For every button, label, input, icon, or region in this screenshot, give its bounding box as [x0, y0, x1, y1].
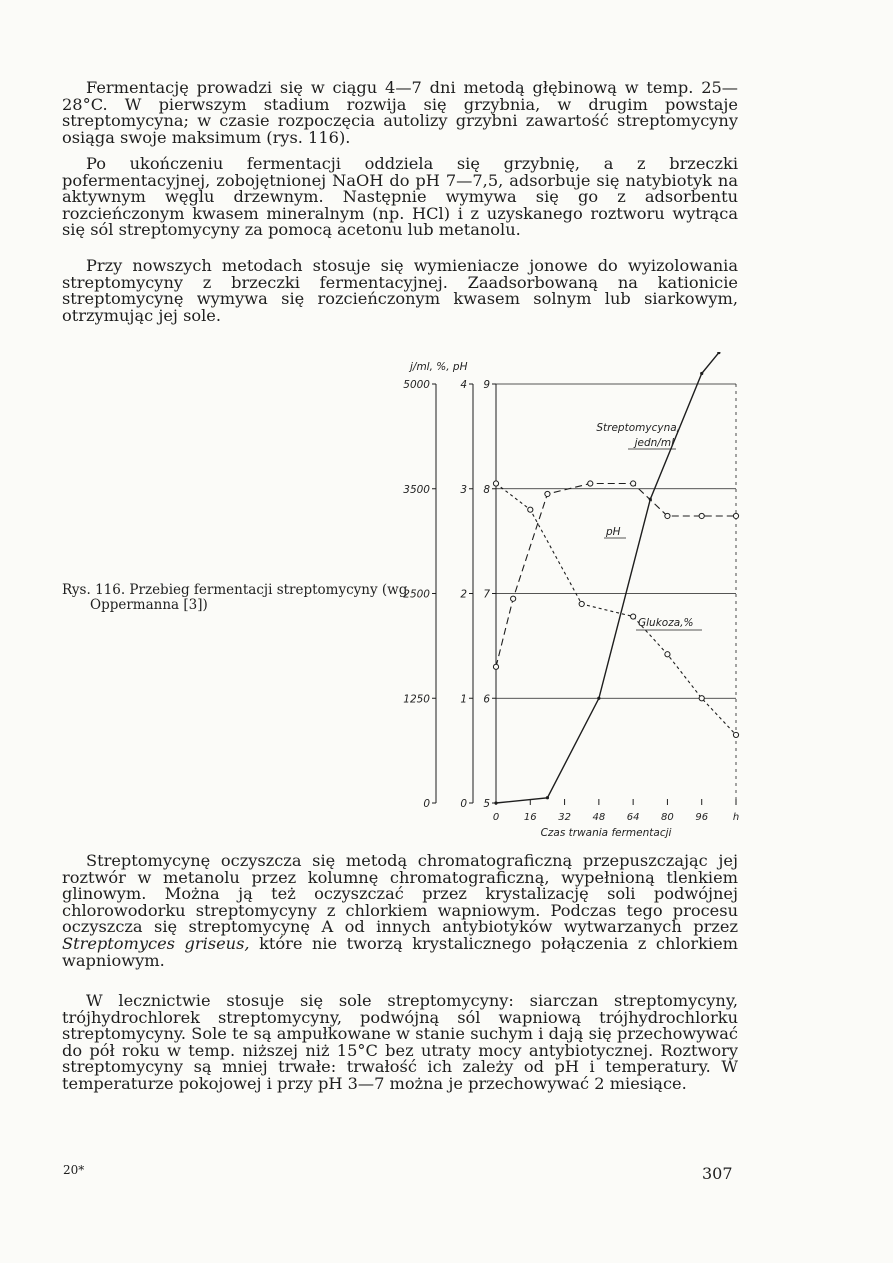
series-point [493, 481, 498, 486]
series-point [733, 513, 738, 518]
x-axis-title: Czas trwania fermentacji [540, 827, 672, 839]
series-point [494, 801, 497, 804]
series-point [699, 513, 704, 518]
series-point [665, 513, 670, 518]
axis-tick-label: 4 [460, 379, 467, 391]
paragraph-therapeutic-use: W lecznictwie stosuje się sole streptomycyny: siarczan streptomycyny, trójhydrochlorek streptomycyny, podwójną sól wapniową trójhydrochlorku streptomycyny. Sole te są ampułkowane w stanie suchym i dają się przechowywać do pół roku w temp. niższej niż 15°C bez utraty mocy antybiotycznej. Roztwory streptomycyny są mniej trwałe: trwałość ich zależy od pH i temperatury. W temperaturze pokojowej i przy pH 3—7 można je przechowywać 2 miesiące. [62, 991, 738, 1093]
x-tick-label: 64 [626, 812, 640, 823]
x-tick-label: h [732, 812, 740, 823]
series-point [597, 697, 600, 700]
axis-tick-label: 6 [483, 693, 490, 706]
paragraph-fermentation: Fermentację prowadzi się w ciągu 4—7 dni metodą głębinową w temp. 25—28°C. W pierwszym stadium rozwija się grzybnia, w drugim powstaje streptomycyna; w czasie rozpoczęcia autolizy grzybni zawartość streptomycyny osiąga swoje maksimum (rys. 116). [62, 78, 738, 147]
axis-tick-label: 5 [483, 798, 490, 810]
axis-tick-label: 2500 [403, 588, 430, 601]
series-point [631, 481, 636, 486]
figure-caption: Rys. 116. Przebieg fermentacji streptomycyny (wg Oppermanna [3]) [62, 582, 408, 613]
series-point [493, 664, 498, 669]
paragraph-adsorption: Po ukończeniu fermentacji oddziela się grzybnię, a z brzeczki pofermentacyjnej, zobojętnionej NaOH do pH 7—7,5, adsorbuje się natybiotyk na aktywnym węglu drzewnym. Następnie wymywa się go z adsorbentu rozcieńczonym kwasem mineralnym (np. HCl) i z uzyskanego roztworu wytrąca się sól streptomycyny za pomocą acetonu lub metanolu. [62, 154, 738, 240]
axis-tick-label: 0 [460, 798, 467, 810]
series-point [546, 796, 549, 799]
paragraph-ion-exchange: Przy nowszych metodach stosuje się wymieniacze jonowe do wyizolowania streptomycyny z brzeczki fermentacyjnej. Zaadsorbowaną na kationicie streptomycynę wymywa się rozcieńczonym kwasem solnym lub siarkowym, otrzymując jej sole. [62, 256, 738, 325]
series-label-streptomycin: Streptomycyna, [596, 422, 680, 434]
series-point [665, 652, 670, 657]
axis-tick-label: 3500 [403, 483, 430, 496]
x-tick-label: 32 [558, 812, 571, 823]
series-label-glucose: Glukoza,% [638, 617, 694, 629]
axis-tick-label: 5000 [403, 379, 430, 391]
axis-tick-label: 9 [483, 379, 490, 391]
axis-tick-label: 1 [460, 693, 467, 706]
paragraph-chromatography [62, 853, 738, 969]
sheet-signature: 20* [63, 1163, 85, 1177]
series-label-ph: pH [606, 526, 621, 538]
p4-text-before: Streptomycynę oczyszcza się metodą chromatograficzną przepuszczając jej roztwór w metanolu przez kolumnę chromatograficzną, wypełnioną tlenkiem glinowym. Można ją też oczyszczać przez krystalizację soli podwójnej chlorowodorku streptomycyny z chlorkiem wapniowym. Podczas tego procesu oczyszcza się streptomycynę A od innych antybiotyków wytwarzanych przez [62, 851, 738, 937]
x-tick-label: 48 [592, 812, 606, 823]
series-point [631, 614, 636, 619]
x-tick-label: 96 [695, 812, 709, 823]
fermentation-chart [370, 352, 750, 842]
axis-tick-label: 8 [483, 483, 490, 496]
p4-species-name: Streptomyces griseus, [62, 933, 250, 953]
series-point [588, 481, 593, 486]
series-point [699, 696, 704, 701]
series-point [733, 732, 738, 737]
series-line-0 [496, 353, 719, 803]
x-tick-label: 80 [661, 812, 674, 823]
series-point [579, 601, 584, 606]
page-number: 307 [702, 1164, 733, 1183]
series-point [528, 507, 533, 512]
axis-tick-label: 1250 [403, 693, 430, 706]
y-axes-unit-label: j/ml, %, pH [410, 361, 468, 373]
axis-tick-label: 2 [460, 588, 467, 601]
axis-tick-label: 3 [460, 483, 467, 496]
p4-text-after: które nie tworzą krystalicznego połączenia z chlorkiem wapniowym. [62, 933, 738, 970]
axis-tick-label: 0 [423, 798, 430, 810]
x-tick-label: 16 [523, 812, 537, 823]
series-point [545, 491, 550, 496]
series-label-streptomycin-unit: jedn/ml [634, 437, 674, 449]
axis-tick-label: 7 [483, 588, 490, 601]
x-tick-label: 0 [492, 812, 500, 823]
series-point [700, 372, 703, 375]
series-point [511, 596, 516, 601]
